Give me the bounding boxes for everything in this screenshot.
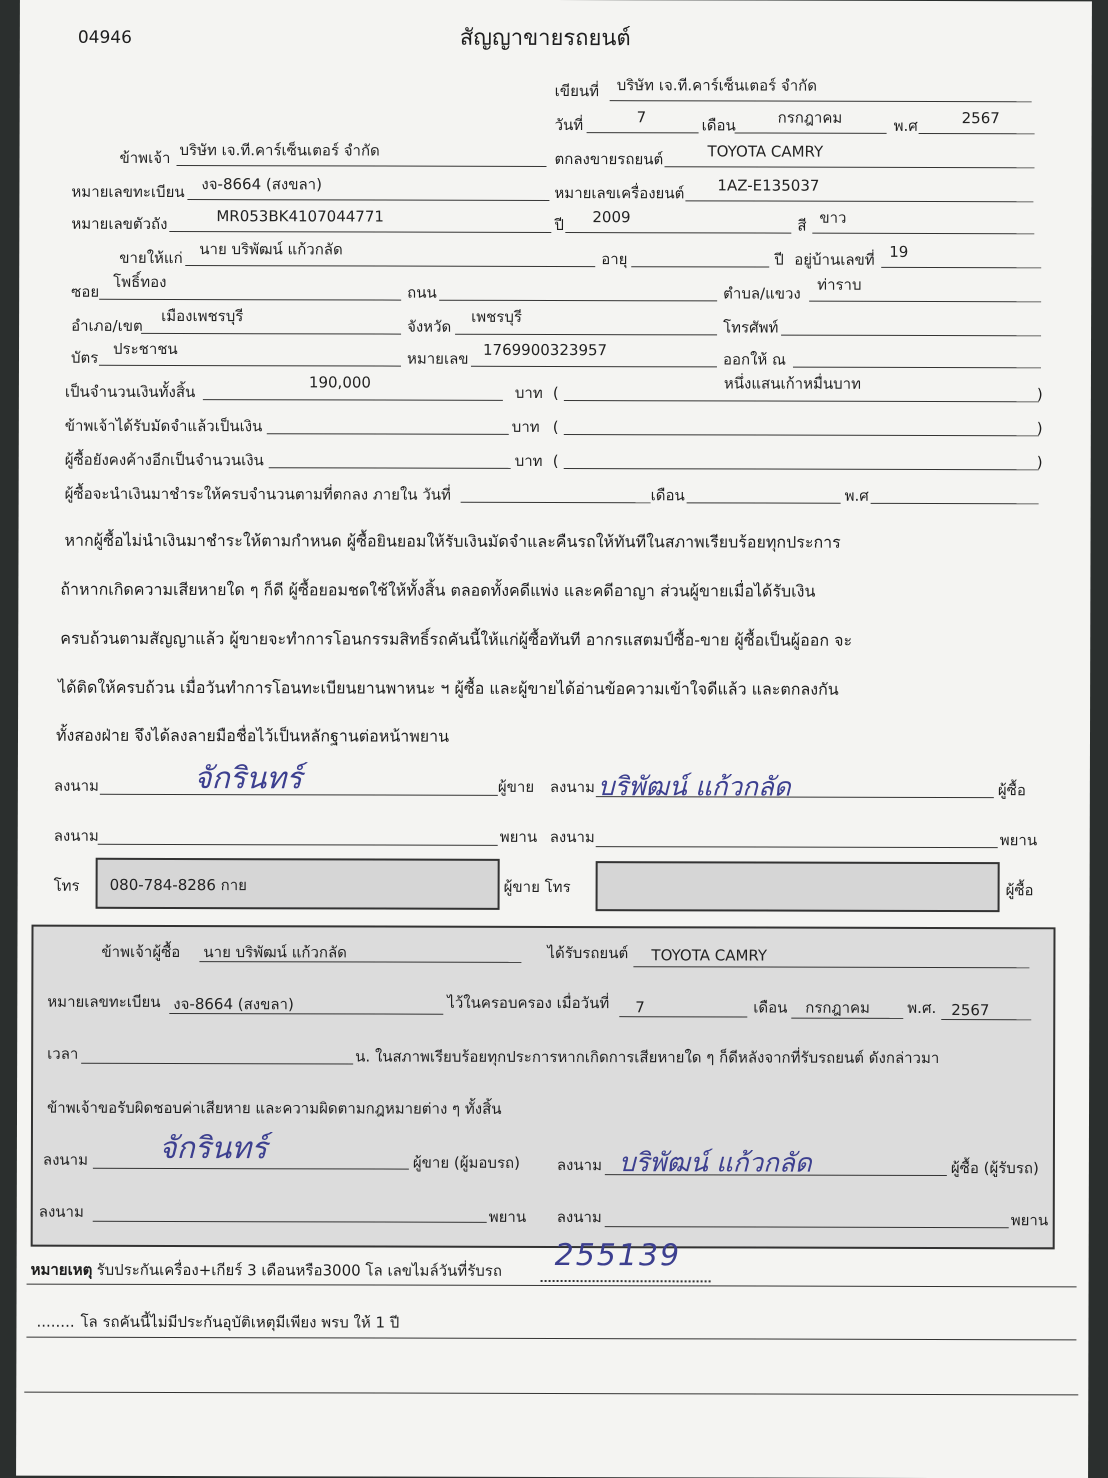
receipt-witness1-role: พยาน [488,1207,527,1226]
soi-line [99,299,401,301]
receipt-reg-line [169,1013,443,1015]
date-line [587,132,699,133]
engine-no-line [685,200,1033,202]
receipt-witness1-sign-label: ลงนาม [38,1202,84,1221]
phone-line [781,335,1041,337]
deposit-label: ข้าพเจ้าได้รับมัดจำแล้วเป็นเงิน [64,416,263,436]
car-color-label: สี [797,216,807,235]
remaining-line [269,467,511,469]
terms-line-4: ได้ติดให้ครบถ้วน เมื่อวันทำการโอนทะเบียนยานพาหนะ ฯ ผู้ซื้อ และผู้ขายได้อ่านข้อความเข้าใจดีแล้ว และตกลงกัน [58,677,839,699]
card-type-value: ประชาชน [112,339,178,359]
witness2-role-label: พยาน [999,831,1038,850]
seller-role-label: ผู้ขาย [497,777,535,796]
engine-no-label: หมายเลขเครื่องยนต์ [554,183,685,203]
seller-signature: จักรินทร์ [193,761,303,797]
total-amount-value: 190,000 [308,373,371,392]
card-no-label: หมายเลข [406,349,469,368]
total-words-line [564,400,1039,402]
car-color-value: ขาว [819,208,847,227]
receipt-year-label: พ.ศ. [907,998,937,1018]
phone-label: โทรศัพท์ [723,318,779,337]
notes-label: หมายเหตุ [30,1260,93,1279]
contract-paper [16,0,1092,1478]
deposit-line [267,433,509,435]
year-be-line [919,133,1035,134]
total-baht-label: บาท [514,383,543,402]
total-line [203,399,503,401]
deposit-baht-label: บาท [511,417,540,436]
buyer-role-label: ผู้ซื้อ [997,781,1026,800]
receipt-witness2-line [605,1226,1009,1228]
receipt-witness2-sign-label: ลงนาม [556,1208,602,1227]
soi-label: ซอย [71,282,100,301]
month-line [735,132,887,133]
seller-label: ข้าพเจ้า [119,148,171,167]
receipt-received-label: ได้รับรถยนต์ [547,943,629,963]
seller-tel-label: โทร [53,876,80,895]
receipt-buyer-label: ข้าพเจ้าผู้ซื้อ [101,942,181,962]
month-value: กรกฎาคม [777,108,843,127]
year-be-label: พ.ศ [893,116,918,135]
subdistrict-line [809,301,1041,303]
document-title: สัญญาขายรถยนต์ [459,25,631,52]
agree-sell-label: ตกลงขายรถยนต์ [554,149,664,169]
pay-month-line [687,502,841,503]
sell-to-label: ขายให้แก่ [119,248,183,268]
mileage-dotted-line [541,1280,711,1282]
receipt-year-line [941,1019,1031,1020]
age-line [631,266,769,267]
province-value: เพชรบุรี [471,307,522,326]
terms-line-1: หากผู้ซื้อไม่นำเงินมาชำระให้ตามกำหนด ผู้ซื้อยินยอมให้รับเงินมัดจำและคืนรถให้ทันทีในสภาพเรียบร้อยทุกประการ [64,530,841,552]
date-value: 7 [636,108,647,127]
total-paren-open: ( [552,383,559,403]
notes-line-2-prefix: ........ [36,1312,75,1331]
pay-year-label: พ.ศ [844,486,869,505]
car-model-value: TOYOTA CAMRY [707,142,824,161]
receipt-month-label: เดือน [753,998,788,1017]
receipt-buyer-line [199,961,521,963]
reg-no-label: หมายเลขทะเบียน [71,182,185,202]
pay-month-label: เดือน [650,486,685,505]
car-year-value: 2009 [592,208,631,227]
receipt-time-text: น. ในสภาพเรียบร้อยทุกประการหากเกิดการเสียหายใด ๆ ก็ดีหลังจากที่รับรถยนต์ ดังกล่าวมา [355,1047,940,1068]
card-line [99,365,401,367]
age-label: อายุ [601,250,628,269]
deposit-words-line [564,434,1039,436]
witness1-sign-line [98,844,498,846]
terms-line-5: ทั้งสองฝ่าย จึงได้ลงลายมือชื่อไว้เป็นหลักฐานต่อหน้าพยาน [55,725,450,746]
card-no-value: 1769900323957 [482,340,608,360]
agree-sell-line [664,166,1034,168]
terms-line-2: ถ้าหากเกิดความเสียหายใด ๆ ก็ดี ผู้ซื้อยอมชดใช้ให้ทั้งสิ้น ตลอดทั้งคดีแพ่ง และคดีอาญา ส่วนผู้ขายเมื่อได้รับเงิน [60,579,816,601]
month-label: เดือน [701,116,736,135]
seller-tel-role-label: ผู้ขาย โทร [503,877,571,897]
receipt-year-value: 2567 [951,1001,990,1020]
chassis-no-line [169,231,551,233]
reg-no-line [187,199,549,201]
district-value: เมืองเพชรบุรี [161,306,244,326]
subdistrict-value: ท่าราบ [817,275,862,294]
house-no-label: อยู่บ้านเลขที่ [794,250,875,269]
total-label: เป็นจำนวนเงินทั้งสิ้น [64,382,196,402]
car-color-line [812,233,1034,235]
receipt-panel [31,925,1056,1250]
soi-value: โพธิ์ทอง [113,272,167,291]
receipt-seller-signature: จักรินทร์ [158,1130,268,1167]
receipt-buyer-sign-label: ลงนาม [556,1156,603,1175]
deposit-paren-open: ( [552,417,559,437]
receipt-buyer-role: ผู้ซื้อ (ผู้รับรถ) [950,1159,1039,1178]
written-at-line [610,100,1032,102]
seller-line [176,165,546,167]
house-no-line [881,267,1041,268]
buyer-sign-label: ลงนาม [549,777,595,797]
car-year-line [565,232,791,234]
receipt-time-line [81,1063,353,1065]
written-at-value: บริษัท เจ.ที.คาร์เซ็นเตอร์ จำกัด [616,76,818,95]
pay-within-label: ผู้ซื้อจะนำเงินมาชำระให้ครบจำนวนตามที่ตกลง ภายใน วันที่ [64,484,451,504]
witness1-sign-label: ลงนาม [53,826,99,845]
buyer-tel-role-label: ผู้ซื้อ [1005,881,1034,900]
remaining-paren-close: ) [1036,453,1043,472]
card-no-line [471,366,717,368]
receipt-reg-label: หมายเลขทะเบียน [47,992,161,1011]
total-words-value: หนึ่งแสนเก้าหมื่นบาท [723,374,862,393]
receipt-witness2-role: พยาน [1010,1211,1049,1230]
remaining-paren-open: ( [552,451,559,471]
receipt-day-line [619,1016,747,1017]
notes-line-2: โล รถคันนี้ไม่มีประกันอุบัติเหตุมีเพียง พรบ ให้ 1 ปี [80,1312,400,1332]
receipt-time-label: เวลา [47,1044,79,1063]
buyer-signature: บริพัฒน์ แก้วกลัด [597,772,791,803]
receipt-liability: ข้าพเจ้าขอรับผิดชอบค่าเสียหาย และความผิดตามกฎหมายต่าง ๆ ทั้งสิ้น [47,1098,502,1118]
date-label: วันที่ [554,115,584,135]
terms-line-3: ครบถ้วนตามสัญญาแล้ว ผู้ขายจะทำการโอนกรรมสิทธิ์รถคันนี้ให้แก่ผู้ซื้อทันที อากรแสตมป์ซื้อ-ขาย ผู้ซื้อเป็นผู้ออก จะ [60,628,853,650]
receipt-reg-value: งจ-8664 (สงขลา) [173,995,294,1014]
receipt-month-value: กรกฎาคม [805,998,870,1017]
subdistrict-label: ตำบล/แขวง [723,284,801,303]
seller-sign-label: ลงนาม [53,776,99,795]
remaining-label: ผู้ซื้อยังคงค้างอีกเป็นจำนวนเงิน [64,450,264,470]
notes-rule-2 [26,1337,1076,1341]
seller-phone-box [96,858,500,910]
witness1-role-label: พยาน [499,827,538,846]
receipt-month-line [791,1018,903,1019]
receipt-day-value: 7 [635,998,645,1017]
total-paren-close: ) [1036,385,1043,404]
district-line [141,333,401,335]
chassis-no-label: หมายเลขตัวถัง [71,214,168,233]
road-label: ถนน [407,283,437,302]
year-be-value: 2567 [961,109,1000,128]
document-number: 04946 [77,27,132,48]
mileage-value: 255139 [554,1238,682,1274]
reg-no-value: งจ-8664 (สงขลา) [201,175,323,194]
issued-at-line [793,367,1041,369]
province-label: จังหวัด [407,317,452,336]
witness2-sign-line [596,846,998,848]
receipt-buyer-value: นาย บริพัฒน์ แก้วกลัด [203,943,347,962]
seller-value: บริษัท เจ.ที.คาร์เซ็นเตอร์ จำกัด [179,141,380,160]
engine-no-value: 1AZ-E135037 [717,176,820,195]
card-label: บัตร [70,348,99,367]
car-year-label: ปี [554,215,564,235]
issued-at-label: ออกให้ ณ [722,350,787,369]
deposit-paren-close: ) [1036,419,1043,438]
receipt-car-line [633,966,1029,968]
years-label: ปี [774,250,784,269]
receipt-car-value: TOYOTA CAMRY [651,946,768,965]
sell-to-line [185,265,595,267]
receipt-possession-label: ไว้ในครอบครอง เมื่อวันที่ [447,993,610,1013]
chassis-no-value: MR053BK4107044771 [216,207,384,226]
remaining-words-line [564,468,1039,470]
receipt-seller-role: ผู้ขาย (ผู้มอบรถ) [412,1153,520,1172]
notes-rule-1 [27,1284,1077,1288]
pay-year-line [871,503,1039,504]
buyer-name-value: นาย บริพัฒน์ แก้วกลัด [199,240,343,259]
buyer-phone-box [596,861,1000,912]
road-line [439,300,717,302]
pay-day-line [461,502,651,503]
district-label: อำเภอ/เขต [71,316,143,335]
receipt-buyer-signature: บริพัฒน์ แก้วกลัด [618,1148,812,1179]
remaining-baht-label: บาท [514,451,543,470]
notes-line-1: รับประกันเครื่อง+เกียร์ 3 เดือนหรือ3000 โล เลขไมล์วันที่รับรถ [96,1260,502,1280]
witness2-sign-label: ลงนาม [549,827,595,847]
notes-rule-3 [24,1392,1078,1396]
seller-phone-value: 080-784-8286 กาย [109,875,247,895]
receipt-seller-sign-label: ลงนาม [42,1150,89,1169]
written-at-label: เขียนที่ [554,81,600,101]
province-line [455,334,717,336]
house-no-value: 19 [889,242,909,261]
receipt-witness1-line [93,1221,487,1223]
